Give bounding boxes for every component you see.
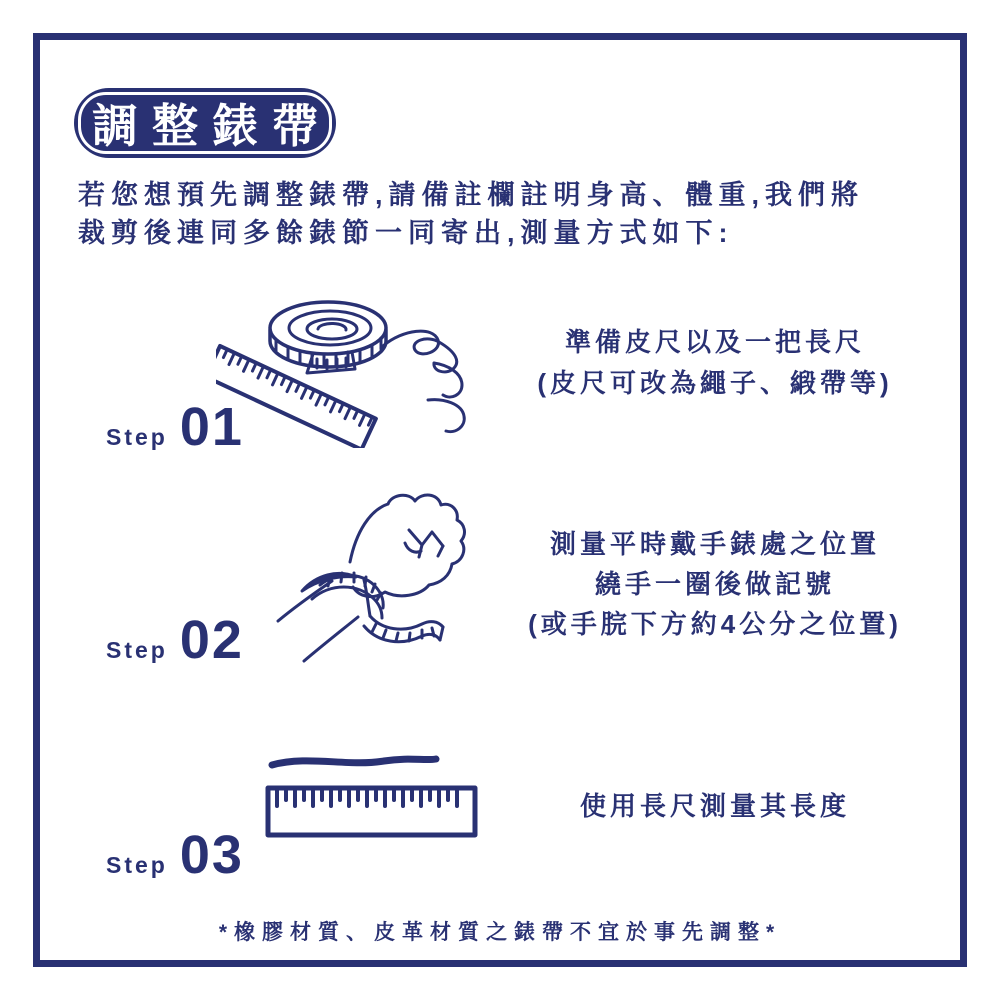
measuring-tape-and-ruler-icon [216,288,488,448]
intro-line-2: 裁剪後連同多餘錶節一同寄出,測量方式如下: [78,218,734,248]
step-3-line-1: 使用長尺測量其長度 [579,791,850,821]
footer-note: *橡膠材質、皮革材質之錶帶不宜於事先調整* [218,921,782,944]
step-1-label [106,397,244,457]
step-1-line-1: 準備皮尺以及一把長尺 [564,327,865,357]
step-3-word: Step [106,852,168,878]
step-2-line-3: (或手脘下方約4公分之位置) [528,609,902,639]
page-title: 調整錶帶 [92,100,332,152]
step-2-word: Step [106,637,168,663]
step-1-text [490,322,940,404]
title-badge [74,88,336,158]
step-2-number: 02 [179,610,244,670]
step-3-text [490,786,940,827]
wrist-tape-measure-icon [272,478,482,663]
step-3-label [106,825,244,885]
intro-paragraph [78,176,958,252]
step-3-number: 03 [179,825,244,885]
step-1-number: 01 [179,397,244,457]
ruler-measure-length-icon [253,743,503,843]
step-1-word: Step [106,424,168,450]
step-1-line-2: (皮尺可改為繩子、緞帶等) [537,368,893,398]
step-2-line-1: 測量平時戴手錶處之位置 [549,529,880,559]
intro-line-1: 若您想預先調整錶帶,請備註欄註明身高、體重,我們將 [78,180,865,210]
step-2-text [480,524,950,644]
step-2-line-2: 繞手一圈後做記號 [594,569,835,599]
step-2-label [106,610,244,670]
